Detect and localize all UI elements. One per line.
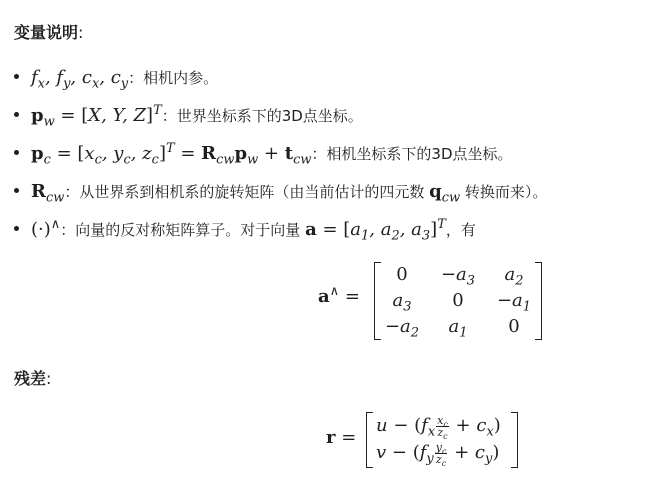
cell-0-0: 0 — [396, 264, 408, 285]
item-text-a: ：从世界系到相机系的旋转矩阵（由当前估计的四元数 — [64, 183, 425, 201]
bullet-icon — [14, 188, 19, 193]
math-vector-a: $a = [a_1$, $a_2$, $a_3]^T$ — [305, 217, 446, 244]
bullet-icon — [14, 150, 19, 155]
item-text-a: ：向量的反对称矩阵算子。对于向量 — [60, 221, 301, 239]
math-qcw: $q_{cw}$ — [429, 181, 461, 206]
residual-vector — [366, 412, 518, 468]
variables-heading-text: 变量说明 — [14, 23, 79, 42]
cell-0-1: $-a_3$ — [440, 264, 476, 289]
variables-heading — [14, 20, 83, 43]
list-item-rcw — [14, 178, 547, 206]
math-rcw: $R_{cw}$ — [31, 181, 65, 206]
residual-lhs: r = — [326, 427, 357, 448]
fraction-yc-zc: $\frac{y_c}{z_c}$ — [435, 440, 447, 468]
residual-row-u: $u - (f_x$ $\frac{x_c}{z_c}$ + $c_x$) — [376, 413, 501, 441]
left-bracket — [366, 412, 373, 468]
cell-2-0: $-a_2$ — [384, 316, 420, 341]
residual-equation — [326, 412, 526, 468]
item-text: ：世界坐标系下的3D点坐标。 — [161, 107, 363, 125]
list-item-pc — [14, 140, 513, 168]
cell-2-1: $a_1$ — [448, 316, 468, 341]
math-intrinsics: $f_x$, $f_y$, $c_x$, $c_y$ — [31, 67, 129, 92]
cell-2-2: 0 — [508, 316, 520, 337]
variables-heading-colon: : — [78, 23, 84, 42]
cell-1-0: $a_3$ — [392, 290, 412, 315]
cell-1-1: 0 — [452, 290, 464, 311]
item-text: ：相机坐标系下的3D点坐标。 — [311, 145, 513, 163]
residual-row-v: $v - (f_y$ $\frac{y_c}{z_c}$ + $c_y$) — [376, 440, 500, 468]
math-pw: $p_w = [X$, Y, Z]$^T$ — [31, 103, 162, 130]
item-text-b: ，有 — [445, 221, 476, 239]
list-item-pw — [14, 102, 363, 130]
residual-heading-colon: : — [46, 369, 52, 388]
residual-heading — [14, 366, 51, 389]
skew-matrix — [374, 262, 542, 340]
fraction-xc-zc: $\frac{x_c}{z_c}$ — [437, 413, 448, 441]
cell-0-2: $a_2$ — [504, 264, 524, 289]
bullet-icon — [14, 226, 19, 231]
bullet-icon — [14, 112, 19, 117]
list-item-intrinsics — [14, 64, 218, 92]
skew-matrix-equation — [318, 262, 548, 342]
cell-1-2: $-a_1$ — [496, 290, 532, 315]
list-item-skew — [14, 216, 476, 244]
item-text: ：相机内参。 — [128, 69, 219, 87]
skew-lhs: a∧ = — [318, 284, 360, 307]
right-bracket — [511, 412, 518, 468]
bullet-icon — [14, 74, 19, 79]
math-skew-operator: (·)∧ — [31, 217, 61, 240]
item-text-b: 转换而来）。 — [464, 183, 548, 201]
residual-heading-text: 残差 — [14, 369, 47, 388]
math-pc: $p_c = [x_c$, $y_c$, $z_c]^T = R_{cw}p_w + t_{cw}$ — [31, 141, 312, 168]
